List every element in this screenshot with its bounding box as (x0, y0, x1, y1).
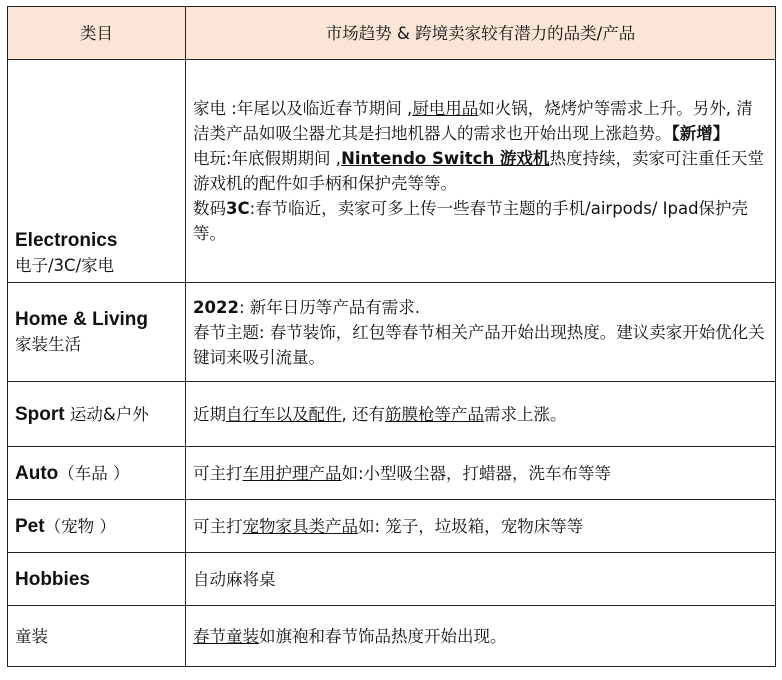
table-row (8, 447, 776, 500)
underlined-text: 宠物家具类产品 (242, 516, 358, 536)
table-row (8, 60, 776, 283)
bold-text: 2022 (193, 297, 239, 317)
underlined-text: 自行车以及配件 (226, 404, 342, 424)
category-en: Hobbies (15, 568, 90, 590)
underlined-text: 厨电用品 (412, 99, 479, 118)
trend-cell (186, 382, 776, 447)
category-cell (8, 382, 186, 447)
category-cell (8, 606, 186, 667)
text-segment: 热度持续，卖家可注重任天堂游戏机的配件如手柄和保护壳等等。 (193, 149, 764, 193)
text-segment: 春节主题: 春节装饰，红包等春节相关产品开始出现热度。建议卖家开始优化关键词来吸引流量。 (193, 322, 765, 367)
category-en: Sport (15, 403, 65, 425)
new-tag: 【新增】 (671, 124, 730, 143)
category-zh: 家装生活 (15, 335, 81, 354)
category-zh: 童装 (15, 626, 48, 646)
trend-cell (186, 606, 776, 667)
text-segment: 数码 (193, 199, 226, 218)
category-cell (8, 553, 186, 606)
text-segment: 可主打 (193, 516, 243, 536)
category-cell (8, 447, 186, 500)
trend-table (7, 6, 776, 667)
underlined-text: Nintendo Switch 游戏机 (341, 149, 550, 168)
text-segment: 如火锅，烧烤炉等需求上升。另外, 清洁类产品如吸尘器尤其是扫地机器人的需求也开始出现上涨趋势。 (193, 99, 753, 143)
text-segment: 需求上涨。 (484, 404, 567, 424)
category-zh: 运动&户外 (64, 404, 149, 424)
header-row (8, 7, 776, 60)
category-en: Auto (15, 462, 59, 484)
trend-cell (186, 283, 776, 382)
table-row (8, 382, 776, 447)
text-segment: 如旗袍和春节饰品热度开始出现。 (259, 626, 507, 646)
category-zh: （宠物 ） (44, 516, 116, 536)
bold-text: 3C (226, 199, 250, 218)
text-segment: 可主打 (193, 463, 243, 483)
table-row (8, 606, 776, 667)
text-segment: 电玩:年底假期期间 , (193, 149, 342, 168)
category-cell (8, 283, 186, 382)
text-segment: 如:小型吸尘器，打蜡器，洗车布等等 (341, 463, 612, 483)
category-cell (8, 500, 186, 553)
category-en: Home & Living (15, 309, 149, 330)
header-trend: 市场趋势 & 跨境卖家较有潜力的品类/产品 (186, 7, 776, 60)
table-row (8, 500, 776, 553)
table-row (8, 283, 776, 382)
trend-cell (186, 500, 776, 553)
text-segment: 家电 :年尾以及临近春节期间 , (193, 99, 413, 118)
underlined-text: 筋膜枪等产品 (385, 404, 484, 424)
header-category: 类目 (8, 7, 186, 60)
underlined-text: 车用护理产品 (242, 463, 342, 483)
text-segment: : 新年日历等产品有需求. (238, 297, 420, 317)
category-en: Pet (15, 515, 45, 537)
category-cell (8, 60, 186, 283)
trend-cell (186, 553, 776, 606)
category-zh: 电子/3C/家电 (15, 256, 115, 275)
text-segment: 自动麻将桌 (193, 569, 276, 589)
trend-cell (186, 447, 776, 500)
category-en: Electronics (15, 230, 118, 251)
text-segment: , 还有 (341, 404, 385, 424)
category-zh: （车品 ） (58, 463, 130, 483)
underlined-text: 春节童装 (193, 626, 259, 646)
trend-cell (186, 60, 776, 283)
table-row (8, 553, 776, 606)
text-segment: :春节临近，卖家可多上传一些春节主题的手机/airpods/ Ipad保护壳等。 (193, 199, 749, 243)
text-segment: 近期 (193, 404, 226, 424)
text-segment: 如: 笼子，垃圾箱，宠物床等等 (358, 516, 584, 536)
